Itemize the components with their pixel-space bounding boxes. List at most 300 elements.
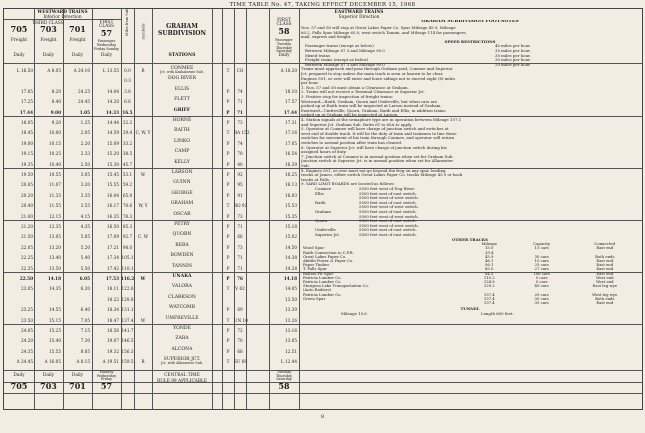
cell-e58: 18.10 — [285, 88, 297, 94]
other-tracks-cell: Great Lakes Paper Co. — [303, 253, 347, 259]
cell-mi: 98.0 — [122, 244, 133, 250]
cell-cap: SU 69 — [234, 359, 248, 365]
other-tracks-cell: Wood Spur — [303, 245, 325, 251]
cell-sym: W — [140, 317, 146, 323]
cell-w703: 8.40 — [51, 99, 61, 105]
cell-w703: 13.20 — [49, 244, 61, 250]
train-705-days: Daily — [13, 53, 25, 58]
train-57-type: Passenger Wednesday Friday Sunday — [93, 39, 120, 51]
footnote-numbered-line: and Superior Jct. Graham Sub. Rules 61 to 65A to apply. — [301, 121, 413, 127]
footnote-intro-line: Nos. 57 and 58 will stop at Great Lakes Paper Co. Spur Mileage 45.9, Mileage — [301, 25, 456, 30]
cell-mi: 33.2 — [122, 140, 133, 146]
yard-limit-text: 5500 feet east of east switch. — [359, 199, 417, 205]
cell-cap: RO 92 — [234, 203, 248, 209]
cell-w703: 11.33 — [49, 192, 61, 198]
cell-w701: 6.05 — [79, 276, 90, 281]
other-tracks-cell: 10 cars — [534, 258, 549, 263]
cell-e58: 17.31 — [285, 120, 297, 125]
station-name: KELLY — [174, 159, 190, 165]
footer-701-number: 701 — [69, 381, 86, 391]
station-name: RAITH — [174, 128, 190, 134]
cell-mi: 0.0 — [124, 68, 131, 73]
footnote-intro-line: 60.2, Falls Spur Mileage 65.0, west switch Tannin, and Mileage 114 for passengers, — [301, 29, 467, 35]
cell-w703: 13.50 — [49, 265, 61, 271]
cell-mi: 70.6 — [122, 203, 133, 209]
other-tracks-cell: 56.1 — [485, 262, 494, 268]
other-tracks-cell: 106 cars — [533, 270, 550, 276]
train-705-number: 705 — [10, 24, 28, 34]
cell-w57: 19.32 — [107, 348, 119, 354]
footnote-numbered-line: switches to normal position after train has cleared. — [301, 140, 403, 145]
cell-w705: 23.50 — [21, 317, 33, 323]
cell-w703: 14.55 — [49, 307, 61, 313]
yard-limit-station: Umfreville — [315, 227, 336, 233]
other-tracks-cell: 110.2 — [483, 274, 495, 280]
cell-w705: 24.35 — [21, 348, 33, 354]
cell-e58: 16.39 — [285, 161, 297, 167]
cell-cap: 95 — [237, 182, 243, 188]
cell-mi: 105.1 — [121, 255, 134, 261]
cell-cap: 76 — [237, 276, 243, 281]
other-tracks-cell: 129.2 — [483, 283, 495, 289]
speed-line: Mixed trains 35 miles per hour. — [305, 52, 531, 58]
station-row — [4, 117, 299, 127]
cell-tel: P — [226, 348, 230, 354]
station-row — [4, 294, 299, 304]
cell-sym: W — [140, 172, 146, 177]
footnote-intro-line: mail, express and freight. — [301, 34, 352, 40]
cell-sym: R — [141, 359, 145, 365]
cell-w703: 10.40 — [49, 161, 61, 167]
cell-mi: 128.8 — [121, 296, 134, 302]
cell-cap: 71 — [237, 265, 243, 271]
cell-tel: P — [226, 255, 230, 261]
cell-w701: 24.45 — [78, 99, 90, 105]
train-57-number: 57 — [100, 28, 113, 38]
speed-line: Between Mileage 87.3 and Mileage 90.0 20 miles per hour. — [305, 61, 531, 67]
cell-w703: 10.25 — [49, 151, 61, 157]
cell-cap: 91 — [237, 192, 243, 198]
station-row — [4, 231, 299, 241]
other-tracks-cell: 65.0 — [485, 266, 494, 272]
cell-w57: 18.47 — [107, 317, 119, 323]
cell-mi: 45.7 — [122, 161, 133, 167]
cell-w705: 22.25 — [21, 255, 33, 261]
cell-tel: T — [226, 68, 230, 73]
other-tracks-cell: Both ends — [595, 253, 615, 259]
cell-cap: 71 — [237, 99, 243, 105]
cell-w701: 2.05 — [80, 130, 90, 136]
east-first-class-label: FIRST CLASS — [276, 18, 292, 28]
timetable-frame — [3, 8, 643, 410]
cell-e58: 15.18 — [285, 224, 297, 229]
yard-limit-text: 5500 feet east of east switch. — [359, 190, 417, 196]
cell-w705: 21.00 — [21, 213, 33, 219]
cell-w705: 22.35 — [21, 265, 33, 271]
cell-tel: T — [226, 286, 230, 292]
cell-w703: A 8.05 — [47, 68, 61, 73]
other-tracks-cell: 25 cars — [534, 262, 549, 268]
station-row — [4, 65, 299, 75]
cell-w701: 7.30 — [80, 338, 90, 344]
other-tracks-cell: 84.5 — [485, 270, 494, 276]
footnote-numbered-line: 1. Nos. 57 and 58 must obtain a Clearance at Graham. — [301, 84, 409, 90]
cell-cap: 71 — [237, 255, 243, 261]
cell-e58: 15.53 — [285, 203, 297, 209]
station-name: GRIFF — [173, 107, 191, 113]
cell-w57: 17.09 — [107, 234, 119, 240]
footnote-numbered-line: Jct. prepared to stop unless the main track is seen or known to be clear. — [301, 71, 444, 76]
cell-cap: 71 — [237, 224, 243, 229]
other-tracks-cell: 137.4 — [483, 300, 495, 306]
train-703-type: Freight — [40, 38, 57, 43]
cell-w705: 17.44 — [19, 109, 33, 115]
cell-w57: 16.50 — [107, 224, 119, 229]
rule-99-note: RULE 99 APPLICABLE — [156, 379, 208, 384]
footnote-numbered-line: 8. Engines 501, or over must not go beyond the frog on any spur, leading — [301, 167, 446, 173]
footer-703-days: Daily — [42, 373, 55, 378]
footnote-numbered-line: tracks at Falls. — [301, 176, 331, 182]
footnote-numbered-line: west end of double track. It will be the duty of train and trainmen to line these — [301, 130, 457, 136]
station-name: CLARKSON — [168, 294, 196, 300]
other-tracks-cell: East end — [596, 300, 614, 306]
cell-e58: 16.25 — [285, 172, 297, 177]
cell-w701: 3.05 — [80, 172, 90, 177]
cell-tel: P — [226, 182, 230, 188]
train-705-type: Freight — [10, 38, 28, 43]
other-tracks-cell: Ballast Pit Spur — [303, 270, 334, 276]
cell-tel: P — [226, 276, 230, 281]
footnotes-title: GRAHAM SUBDIVISION FOOTNOTES — [421, 20, 519, 24]
other-tracks-cell: 35 cars — [534, 300, 549, 306]
cell-w703: 9.00 — [50, 109, 61, 115]
page-header: TIME TABLE No. 47, TAKING EFFECT DECEMBER 15, 1968 — [229, 2, 416, 8]
station-row — [4, 75, 299, 85]
cell-w701: 5.20 — [80, 244, 90, 250]
first-class-label: FIRST CLASS — [98, 20, 115, 30]
footer-57-days: Monday Wednesday Friday — [96, 370, 117, 382]
cell-e58: A 18.20 — [280, 68, 297, 73]
station-name: UNAKA — [172, 274, 192, 279]
cell-tel: P — [226, 338, 230, 344]
train-701-number: 701 — [69, 24, 86, 34]
cell-w705: 22.05 — [21, 244, 33, 250]
cell-w705: 23.05 — [21, 286, 33, 292]
station-row — [4, 179, 299, 189]
cell-mi: 156.3 — [121, 348, 134, 354]
cell-w705: 20.20 — [21, 192, 33, 198]
cell-e58: 15.02 — [285, 234, 297, 240]
cell-cap: 73 — [237, 120, 243, 125]
yard-limit-station: Raith — [315, 199, 326, 205]
other-tracks-cell: 137.4 — [483, 291, 495, 297]
station-name: YONDE — [173, 326, 191, 331]
cell-w57: 16.35 — [107, 213, 119, 219]
cell-w705: 19.15 — [21, 151, 33, 157]
station-row — [4, 96, 299, 106]
cell-w705: 24.20 — [21, 338, 33, 344]
cell-w701: 4.15 — [80, 213, 90, 219]
tunnel-line: Mileage 15.6 Length 600 feet. — [341, 310, 514, 316]
cell-w57: 14.59 — [107, 130, 119, 136]
cell-mi: 137.4 — [121, 317, 134, 323]
footnote-numbered-line: switches for movement of his train through Conmee, and operator will return — [301, 135, 455, 141]
cell-sym: C, W, Y — [135, 130, 151, 136]
cell-cap: RA 152 — [234, 130, 250, 136]
cell-w57: 14.33 — [105, 109, 119, 115]
cell-tel: P — [226, 213, 230, 219]
westward-title: WESTWARD TRAINS — [37, 10, 88, 15]
cell-tel: P — [226, 99, 230, 105]
other-tracks-cell: 30 cars — [534, 295, 549, 301]
yard-limit-station: Superior Jct. — [315, 232, 341, 237]
cell-tel: P — [226, 161, 230, 167]
cell-w703: A 16.05 — [44, 359, 61, 365]
cell-w57: 15.09 — [107, 140, 119, 146]
cell-w701: A 8.15 — [76, 359, 90, 365]
cell-tel: T — [226, 130, 230, 136]
footnote-numbered-line: Engines 501, or over will enter and leave sidings not to exceed eight (8) miles — [301, 75, 456, 81]
cell-w705: 22.50 — [19, 276, 33, 281]
station-row — [4, 190, 299, 200]
station-name: ZARA — [175, 336, 189, 342]
other-tracks-cell: 45.9 — [485, 253, 494, 259]
cell-w703: 10.15 — [49, 140, 61, 146]
speed-value: 30 miles per hour. — [495, 57, 531, 63]
westward-subtitle: Inferior Direction — [43, 15, 82, 20]
cell-e58: 17.44 — [283, 109, 297, 115]
cell-w705: 19.00 — [21, 140, 33, 146]
other-tracks-cell: Connected — [594, 241, 616, 247]
footnote-numbered-line: 3. Positive stop for inspection of freight trains: — [301, 94, 394, 99]
other-tracks-cell: Both ends — [595, 295, 615, 301]
cell-tel: T — [226, 317, 230, 323]
station-row — [4, 356, 299, 366]
cell-w703: 14.18 — [47, 276, 61, 281]
footer-705-number: 705 — [10, 381, 28, 391]
station-name: REBA — [175, 242, 189, 248]
cell-w701: 6.20 — [80, 286, 90, 292]
cell-sym: W, Y — [138, 203, 148, 209]
cell-e58: 13.16 — [285, 328, 297, 333]
cell-tel: P — [226, 88, 230, 94]
other-tracks-cell: 46.1 — [485, 258, 494, 263]
yard-limit-station: Quorn — [315, 218, 328, 224]
cell-tel: P — [226, 109, 230, 115]
yard-limit-text: 5500 feet west of west switch. — [359, 195, 419, 201]
eastward-subtitle: Superior Direction — [338, 15, 380, 20]
station-row — [4, 86, 299, 96]
cell-tel: P — [226, 224, 230, 229]
cell-e58: 14.28 — [285, 265, 297, 271]
cell-w57: 14.04 — [107, 88, 119, 94]
cell-e58: 17.16 — [285, 130, 297, 136]
other-tracks-cell: 29.4 — [485, 249, 494, 255]
cell-sym: W — [140, 276, 146, 281]
cell-w703: 11.07 — [49, 182, 61, 188]
yard-limit-station: Graham — [315, 209, 331, 214]
cell-cap: 69 — [237, 307, 243, 313]
other-tracks-cell: 20 cars — [534, 291, 549, 297]
cell-mi: 22.2 — [122, 120, 133, 125]
other-tracks-cell: Mileage — [481, 241, 497, 247]
cell-tel: P — [226, 192, 230, 198]
footnote-numbered-line: 7. Junction switch at Conmee is in normal position when set for Graham Sub. — [301, 153, 454, 159]
cell-w57: 15.20 — [107, 151, 119, 157]
train-701-days: Daily — [71, 53, 84, 58]
other-tracks-cell: East end — [596, 258, 614, 263]
cell-w705: L 16.50 — [16, 68, 33, 73]
other-tracks-table — [301, 242, 639, 305]
footnote-numbered-line: 2. Trains will not receive a Terminal Clearance at Superior Jct. — [301, 89, 425, 95]
yard-limit-text: 5500 feet east of east switch. — [359, 227, 417, 233]
cell-w57: 14.20 — [107, 99, 119, 105]
other-tracks-cell: East leg wye — [592, 283, 617, 289]
cell-w701: 1.25 — [80, 120, 90, 125]
footnote-numbered-line: picked up at Raith train will be inspected at Larson instead of Graham. — [301, 103, 442, 109]
station-row — [4, 169, 299, 179]
speed-value: 20 miles per hour. — [495, 61, 531, 67]
yard-limit-station: Conmee — [315, 186, 332, 191]
cell-w57: 15.55 — [107, 182, 119, 188]
cell-w57: 19.07 — [107, 338, 119, 344]
cell-w57: 18.56 — [107, 328, 119, 333]
cell-e58: 13.05 — [285, 338, 297, 344]
cell-w701: 1.05 — [79, 109, 90, 115]
cell-w703: 9.20 — [51, 120, 61, 125]
speed-value: 40 miles per hour. — [495, 43, 531, 49]
cell-cap: 92 — [237, 172, 243, 177]
cell-tel: P — [226, 140, 230, 146]
other-tracks-cell: T. Falls Spur — [303, 266, 327, 272]
cell-mi: 29.4 — [122, 130, 133, 136]
cell-cap: 40 — [237, 161, 243, 167]
yard-limit-station: Ellis — [315, 190, 324, 196]
cell-w57: 17.34 — [107, 255, 119, 261]
station-name: LARSON — [171, 170, 193, 175]
cell-w703: 12.35 — [49, 224, 61, 229]
cell-w57: 14.44 — [107, 120, 119, 125]
cell-w703: 15.25 — [49, 328, 61, 333]
cell-w703: 10.00 — [49, 130, 61, 136]
other-tracks-cell: West leg wye — [592, 291, 618, 297]
cell-w57: 18.34 — [107, 307, 119, 313]
cell-w701: 24.25 — [78, 88, 90, 94]
yard-limit-text: 5500 feet east of east switch. — [359, 218, 417, 224]
yard-limits-title: 9. YARD LIMIT BOARDS are located as follows: — [301, 181, 395, 187]
station-row — [4, 221, 299, 231]
cell-w705: 18.45 — [21, 130, 33, 136]
station-name: DOG RIVER — [168, 76, 196, 82]
cell-w703: 15.15 — [49, 317, 61, 323]
symbols-label: Symbols — [140, 23, 146, 40]
station-name: PETRY — [174, 222, 190, 227]
footer-58-number: 58 — [278, 381, 290, 391]
station-row — [4, 325, 299, 335]
cell-mi: 38.5 — [122, 151, 133, 157]
third-class-label: THIRD CLASS — [32, 21, 64, 26]
cell-w703: 15.55 — [49, 348, 61, 354]
cell-w701: 5.40 — [80, 255, 90, 261]
cell-cap: 73 — [237, 244, 243, 250]
other-tracks-cell: 15 cars — [534, 245, 549, 251]
cell-sym: C, W — [137, 234, 149, 240]
cell-w57: L 13.55 — [102, 68, 119, 73]
cell-mi: 116.2 — [121, 276, 135, 281]
cell-w703: 11.55 — [49, 203, 61, 209]
cell-w703: 13.05 — [49, 234, 61, 240]
cell-w701: 3.55 — [80, 203, 90, 209]
cell-sym: R — [141, 68, 145, 73]
station-name: LINKO — [174, 138, 190, 144]
speed-value: 35 miles per hour. — [495, 48, 531, 53]
cell-w57: 17.21 — [107, 244, 119, 250]
cell-w57: 16.04 — [107, 192, 119, 198]
cell-tel: P — [226, 172, 230, 177]
train-701-type: Freight — [69, 38, 86, 43]
cell-w57: 15.45 — [107, 172, 119, 177]
train-58-number: 58 — [278, 26, 290, 36]
station-name: WATCOMB — [169, 305, 195, 311]
cell-mi: 78.3 — [122, 213, 133, 219]
other-tracks-cell: 40 cars — [534, 283, 549, 289]
cell-w705: 19.35 — [21, 161, 33, 167]
cell-e58: L 12.44 — [280, 359, 297, 365]
cell-mi: 122.6 — [121, 286, 134, 292]
stations-label: STATIONS — [168, 53, 196, 58]
footnote-numbered-line: Sub. — [301, 163, 310, 168]
cell-w705: 17.05 — [21, 88, 33, 94]
footnote-numbered-line: Trains must approach and pass through Graham yard, Conmee and Superior — [301, 66, 453, 72]
speed-line: Between Mileage 87.3 and Mileage 90.0 35 miles per hour. — [305, 48, 531, 53]
other-tracks-title: OTHER TRACKS — [452, 236, 488, 242]
footer-57-number: 57 — [100, 381, 113, 391]
cell-mi: 110.1 — [121, 265, 134, 271]
cell-w701: 6.40 — [80, 307, 90, 313]
station-name: GRAHAM — [170, 201, 194, 207]
footnote-numbered-line: 6. Operator at Superior Jct. will have charge of junction switch during his — [301, 144, 447, 150]
cell-tel: P — [226, 120, 230, 125]
footer-703-number: 703 — [40, 381, 57, 391]
cell-e58: 14.50 — [285, 244, 297, 250]
station-name: CAMP — [174, 149, 190, 155]
yard-limit-text: 5500 feet west of west switch. — [359, 204, 419, 210]
other-tracks-cell: East end — [596, 270, 614, 276]
cell-w57: A 19.51 — [102, 359, 119, 365]
station-name: OSCAR — [173, 211, 191, 217]
other-tracks-cell: Raith Connection to C.P.R. — [303, 249, 354, 255]
cell-w705: 21.20 — [21, 224, 33, 229]
station-row — [4, 242, 299, 252]
speed-line: Freight trains (except as below) 30 miles per hour. — [305, 57, 531, 63]
other-tracks-cell: (Auto Radiers) — [303, 287, 332, 293]
other-tracks-cell: Green Spur — [303, 295, 326, 301]
footnote-numbered-line: 5. Operator at Conmee will have charge of junction switch and switches at — [301, 126, 449, 132]
station-row — [4, 304, 299, 314]
cell-tel: P — [226, 151, 230, 157]
cell-w703: 12.15 — [49, 213, 61, 219]
cell-e58: 14.18 — [283, 276, 297, 281]
cell-w701: A 24.10 — [73, 68, 90, 73]
cell-e58: 14.05 — [285, 286, 297, 292]
cell-w703: 14.35 — [49, 286, 61, 292]
footer-705-days: Daily — [13, 373, 25, 378]
other-tracks-row — [301, 301, 639, 305]
cell-w701: 4.35 — [80, 224, 90, 229]
other-tracks-cell: Patricia Lumber Co. — [303, 279, 342, 285]
station-name: UMFREVILLE — [165, 315, 199, 321]
cell-tel: T — [226, 203, 230, 209]
